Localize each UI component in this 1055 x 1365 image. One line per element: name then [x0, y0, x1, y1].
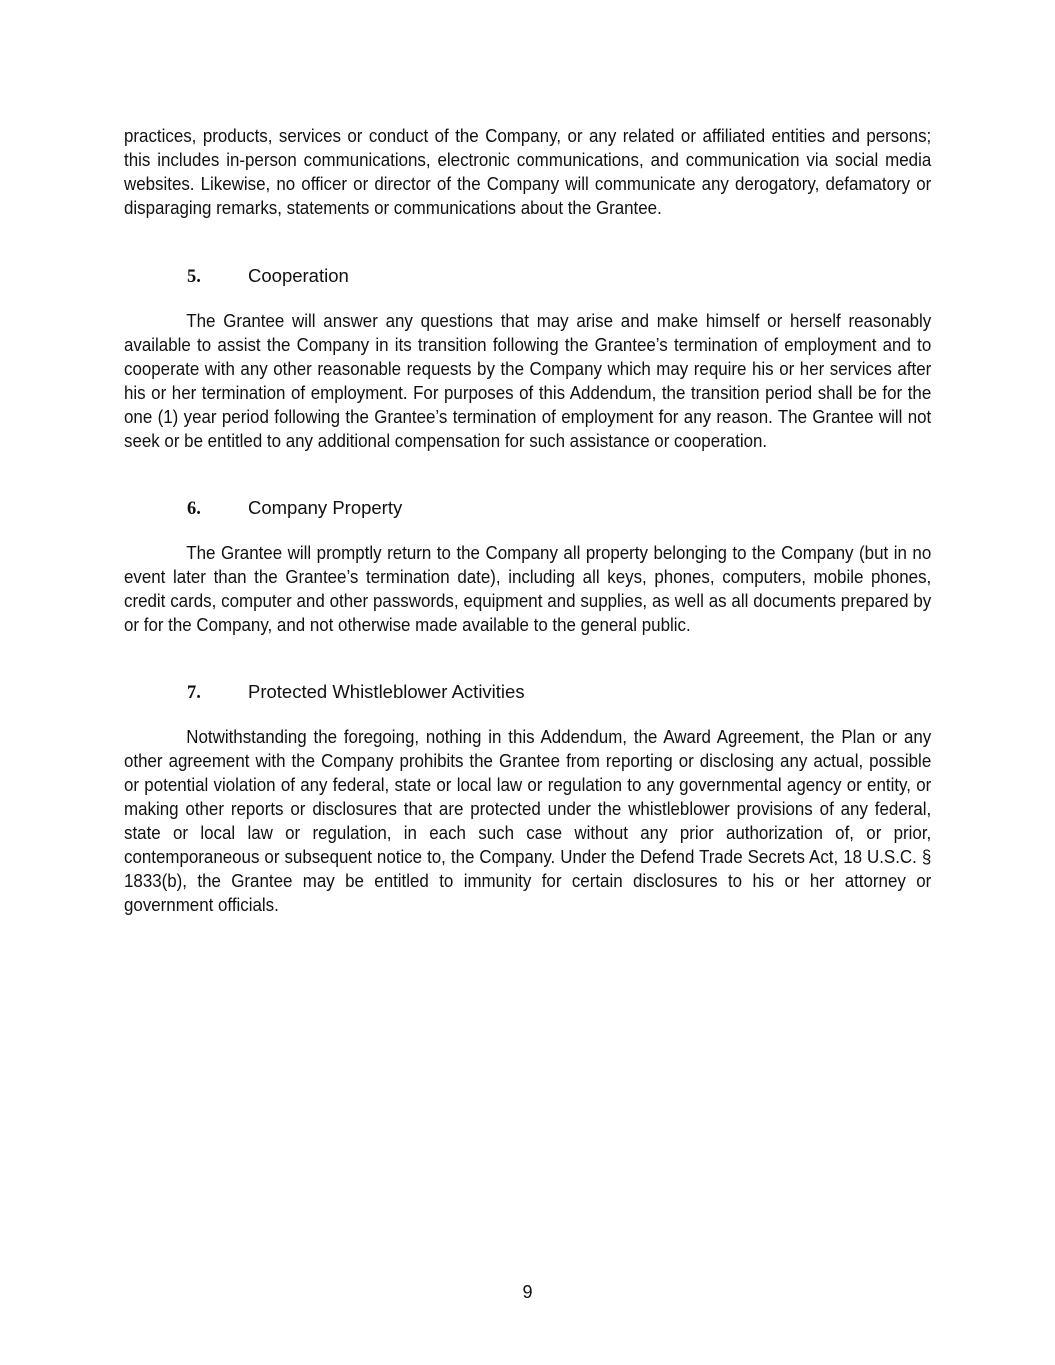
section-title: Cooperation — [248, 265, 349, 286]
section-title: Protected Whistleblower Activities — [248, 681, 525, 702]
section-number: 6. — [187, 499, 201, 519]
section-number: 5. — [187, 267, 201, 287]
section-title: Company Property — [248, 497, 403, 518]
section-body-cooperation: The Grantee will answer any questions that may arise and make himself or herself reasonably available to assist the Company in its transition following the Grantee’s termination of employment and to cooperate with any other reasonable requests by the Company which may require his or her services after his or her termination of employment. For purposes of this Addendum, the transition period shall be for the one (1) year period following the Grantee’s termination of employment for any reason. The Grantee will not seek or be entitled to any additional compensation for such assistance or cooperation. — [124, 311, 932, 451]
continuation-paragraph: practices, products, services or conduct of the Company, or any related or affiliated entities and persons; this includes in-person communications, electronic communications, and communication via social media websites. Likewise, no officer or director of the Company will communicate any derogatory, defamatory or disparaging remarks, statements or communications about the Grantee. — [124, 126, 932, 218]
section-heading-whistleblower — [187, 680, 525, 705]
section-heading-cooperation — [187, 264, 349, 289]
section-number: 7. — [187, 683, 201, 703]
section-body-whistleblower: Notwithstanding the foregoing, nothing in this Addendum, the Award Agreement, the Plan or any other agreement with the Company prohibits the Grantee from reporting or disclosing any actual, possible or potential violation of any federal, state or local law or regulation to any governmental agency or entity, or making other reports or disclosures that are protected under the whistleblower provisions of any federal, state or local law or regulation, in each such case without any prior authorization of, or prior, contemporaneous or subsequent notice to, the Company. Under the Defend Trade Secrets Act, 18 U.S.C. § 1833(b), the Grantee may be entitled to immunity for certain disclosures to his or her attorney or government officials. — [124, 727, 932, 915]
section-heading-company-property — [187, 496, 402, 521]
section-body-company-property: The Grantee will promptly return to the Company all property belonging to the Company (but in no event later than the Grantee’s termination date), including all keys, phones, computers, mobile phones, credit cards, computer and other passwords, equipment and supplies, as well as all documents prepared by or for the Company, and not otherwise made available to the general public. — [124, 543, 932, 635]
page-number: 9 — [522, 1282, 533, 1302]
